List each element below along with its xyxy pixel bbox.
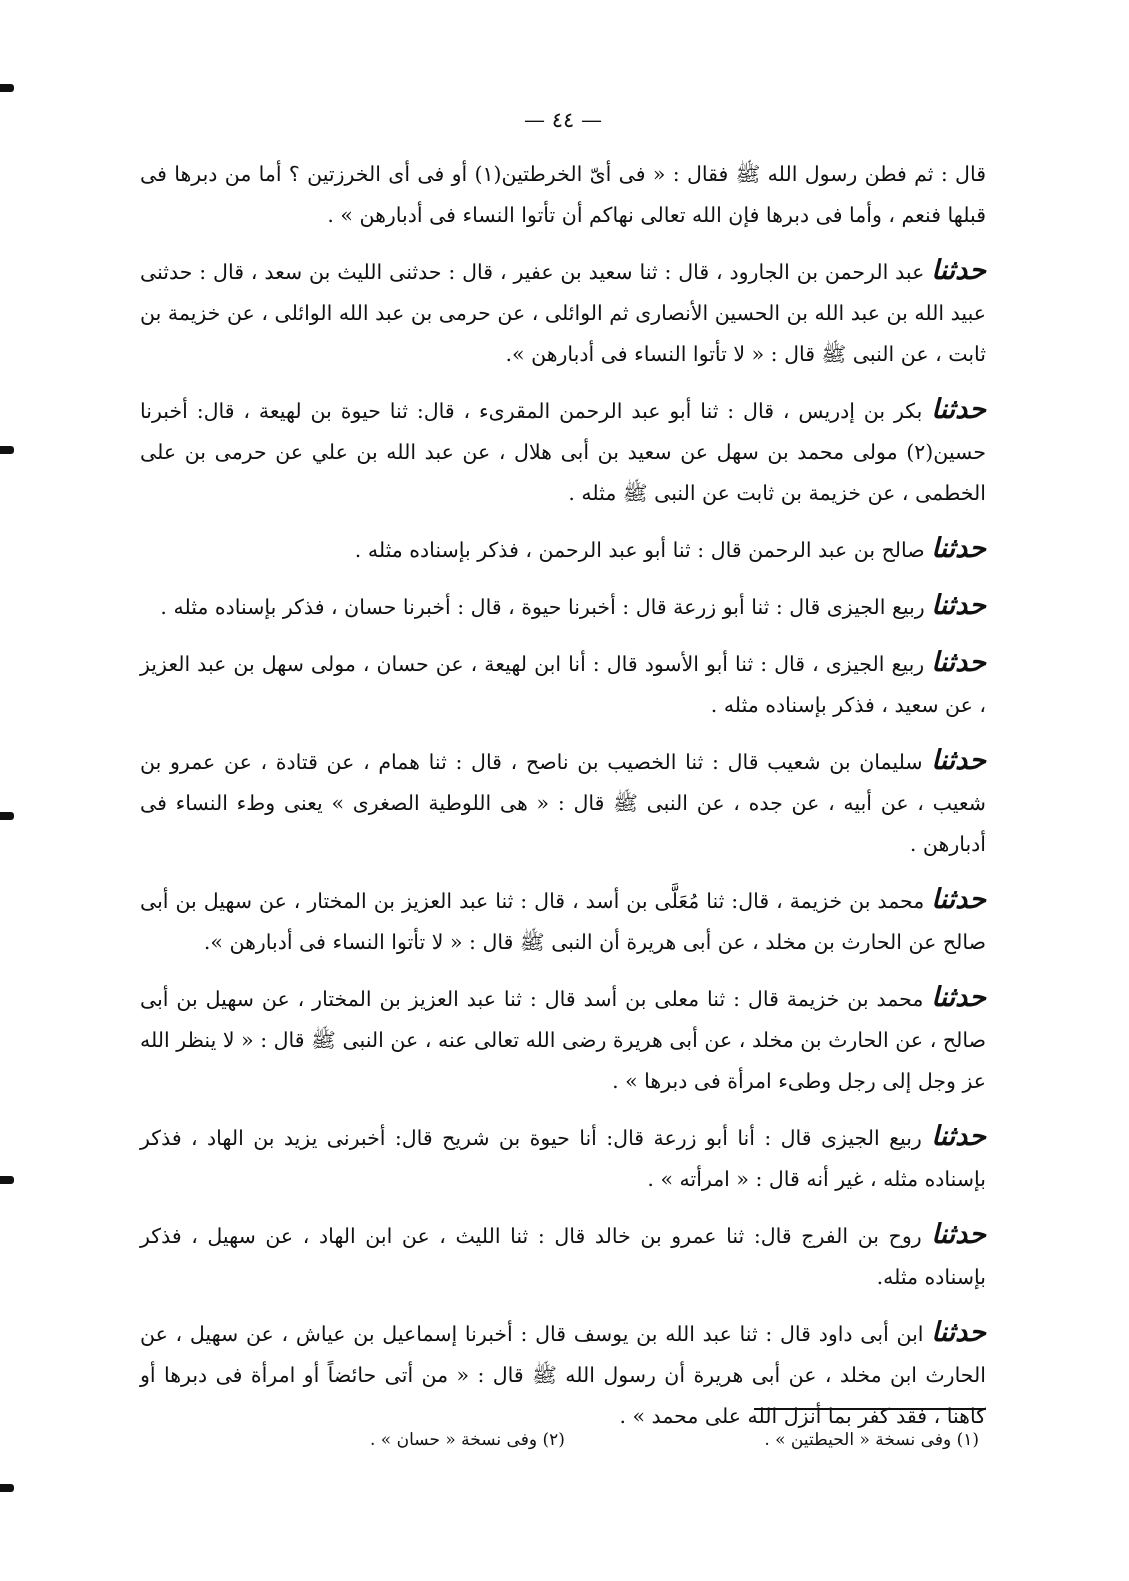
edge-mark xyxy=(0,84,14,92)
paragraph-text: ربيع الجيزى قال : ثنا أبو زرعة قال : أخبرنا حيوة ، قال : أخبرنا حسان ، فذكر بإسناده مثله . xyxy=(160,595,925,619)
footnotes xyxy=(370,1430,979,1450)
hadith-paragraph xyxy=(140,389,986,514)
paragraph-lead: حدثنا xyxy=(931,1317,986,1348)
paragraph-lead: حدثنا xyxy=(931,1219,986,1250)
paragraph-text: محمد بن خزيمة ، قال: ثنا مُعَلَّى بن أسد ، قال : ثنا عبد العزيز بن المختار ، عن سهيل بن أبى صالح عن الحارث بن مخلد ، عن أبى هريرة أن النبى ﷺ قال : « لا تأتوا النساء فى أدبارهن ». xyxy=(140,889,986,954)
paragraph-text: روح بن الفرج قال: ثنا عمرو بن خالد قال : ثنا الليث ، عن ابن الهاد ، عن سهيل ، فذكر بإسناده مثله. xyxy=(140,1224,986,1289)
paragraph-text: قال : ثم فطن رسول الله ﷺ فقال : « فى أىّ الخرطتين(١) أو فى أى الخرزتين ؟ أما من دبرها فى قبلها فنعم ، وأما فى دبرها فإن الله تعالى نهاكم أن تأتوا النساء فى أدبارهن » . xyxy=(140,162,986,227)
paragraph-text: بكر بن إدريس ، قال : ثنا أبو عبد الرحمن المقرىء ، قال: ثنا حيوة بن لهيعة ، قال: أخبرنا حسين(٢) مولى محمد بن سهل عن سعيد بن أبى هلال ، عن عبد الله بن علي عن حرمى بن على الخطمى ، عن خزيمة بن ثابت عن النبى ﷺ مثله . xyxy=(140,399,986,505)
paragraph-lead: حدثنا xyxy=(931,590,986,621)
footnote-1: (١) وفى نسخة « الحيطتين » . xyxy=(764,1430,979,1450)
paragraph-text: محمد بن خزيمة قال : ثنا معلى بن أسد قال : ثنا عبد العزيز بن المختار ، عن سهيل بن أبى صالح ، عن الحارث بن مخلد ، عن أبى هريرة رضى الله تعالى عنه ، عن النبى ﷺ قال : « لا ينظر الله عز وجل إلى رجل وطىء امرأة فى دبرها » . xyxy=(140,987,986,1093)
paragraph-lead: حدثنا xyxy=(931,394,986,425)
hadith-paragraph xyxy=(140,154,986,236)
paragraph-lead: حدثنا xyxy=(931,982,986,1013)
footnote-2: (٢) وفى نسخة « حسان » . xyxy=(370,1430,565,1450)
edge-mark xyxy=(0,812,14,820)
page-number: — ٤٤ — xyxy=(524,108,602,132)
hadith-paragraph xyxy=(140,977,986,1102)
paragraph-text: عبد الرحمن بن الجارود ، قال : ثنا سعيد بن عفير ، قال : حدثنى الليث بن سعد ، قال : حدثنى عبيد الله بن عبد الله بن الحسين الأنصارى ثم الوائلى ، عن حرمى بن عبد الله الوائلى ، عن خزيمة بن ثابت ، عن النبى ﷺ قال : « لا تأتوا النساء فى أدبارهن ». xyxy=(140,260,986,366)
hadith-paragraph xyxy=(140,528,986,571)
hadith-paragraph xyxy=(140,585,986,628)
paragraph-lead: حدثنا xyxy=(931,533,986,564)
paragraph-text: ربيع الجيزى قال : أنا أبو زرعة قال: أنا حيوة بن شريح قال: أخبرنى يزيد بن الهاد ، فذكر بإسناده مثله ، غير أنه قال : « امرأته » . xyxy=(140,1126,986,1191)
paragraph-lead: حدثنا xyxy=(931,884,986,915)
page-body xyxy=(140,108,986,1451)
paragraph-list xyxy=(140,154,986,1437)
hadith-paragraph xyxy=(140,740,986,865)
hadith-paragraph xyxy=(140,1116,986,1200)
hadith-paragraph xyxy=(140,879,986,963)
hadith-paragraph xyxy=(140,250,986,375)
paragraph-lead: حدثنا xyxy=(931,745,986,776)
hadith-paragraph xyxy=(140,1214,986,1298)
paragraph-text: صالح بن عبد الرحمن قال : ثنا أبو عبد الرحمن ، فذكر بإسناده مثله . xyxy=(354,538,925,562)
paragraph-text: ابن أبى داود قال : ثنا عبد الله بن يوسف قال : أخبرنا إسماعيل بن عياش ، عن سهيل ، عن الحارث ابن مخلد ، عن أبى هريرة أن رسول الله ﷺ قال : « من أتى حائضاً أو امرأة فى دبرها أو كاهنا ، فقد كفر بما أنزل الله على محمد » . xyxy=(140,1322,986,1428)
footnote-divider xyxy=(754,1408,986,1410)
edge-mark xyxy=(0,1484,14,1492)
edge-mark xyxy=(0,1176,14,1184)
hadith-paragraph xyxy=(140,642,986,726)
edge-mark xyxy=(0,446,14,454)
paragraph-lead: حدثنا xyxy=(931,647,986,678)
paragraph-text: سليمان بن شعيب قال : ثنا الخصيب بن ناصح ، قال : ثنا همام ، عن قتادة ، عن عمرو بن شعيب ، عن أبيه ، عن جده ، عن النبى ﷺ قال : « هى اللوطية الصغرى » يعنى وطء النساء فى أدبارهن . xyxy=(140,750,986,856)
paragraph-lead: حدثنا xyxy=(931,255,986,286)
paragraph-text: ربيع الجيزى ، قال : ثنا أبو الأسود قال : أنا ابن لهيعة ، عن حسان ، مولى سهل بن عبد العزيز ، عن سعيد ، فذكر بإسناده مثله . xyxy=(140,652,986,717)
hadith-paragraph xyxy=(140,1312,986,1437)
paragraph-lead: حدثنا xyxy=(931,1121,986,1152)
